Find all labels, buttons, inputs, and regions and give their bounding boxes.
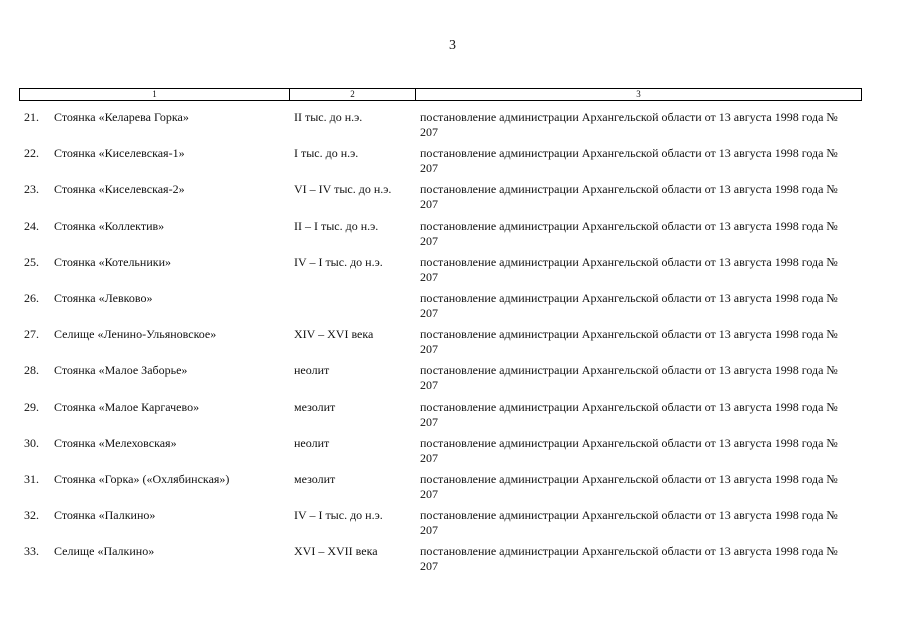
row-number: 26.	[24, 290, 39, 305]
decree-reference: постановление администрации Архангельской области от 13 августа 1998 года № 207	[420, 544, 838, 574]
monument-name: Стоянка «Палкино»	[54, 508, 156, 523]
decree-reference: постановление администрации Архангельской области от 13 августа 1998 года № 207	[420, 363, 838, 393]
row-number: 33.	[24, 544, 39, 559]
decree-reference: постановление администрации Архангельской области от 13 августа 1998 года № 207	[420, 254, 838, 284]
monument-name: Стоянка «Горка» («Охлябинская»)	[54, 471, 230, 486]
monument-name: Стоянка «Коллектив»	[54, 218, 165, 233]
monument-name: Стоянка «Келарева Горка»	[54, 110, 189, 124]
table-row	[0, 219, 905, 255]
monument-name: Стоянка «Малое Каргачево»	[54, 399, 200, 414]
decree-reference: постановление администрации Архангельской области от 13 августа 1998 года № 207	[420, 110, 838, 139]
decree-reference: постановление администрации Архангельской области от 13 августа 1998 года № 207	[420, 327, 838, 357]
decree-reference: постановление администрации Архангельской области от 13 августа 1998 года № 207	[420, 146, 838, 176]
dating: I тыс. до н.э.	[294, 146, 359, 161]
column-header-2: 2	[290, 89, 416, 100]
monument-name: Стоянка «Мелеховская»	[54, 435, 177, 450]
table-row	[0, 436, 905, 472]
column-header-1: 1	[20, 89, 290, 100]
decree-reference: постановление администрации Архангельской области от 13 августа 1998 года № 207	[420, 508, 838, 538]
monument-name: Стоянка «Киселевская-2»	[54, 182, 185, 197]
dating: IV – I тыс. до н.э.	[294, 254, 383, 269]
dating: II – I тыс. до н.э.	[294, 218, 379, 233]
table-row	[0, 472, 905, 508]
dating: XIV – XVI века	[294, 327, 374, 342]
monument-name: Селище «Палкино»	[54, 544, 155, 559]
monument-name: Селище «Ленино-Ульяновское»	[54, 327, 217, 342]
page-number: 3	[449, 38, 456, 53]
table-row	[0, 508, 905, 544]
monument-name: Стоянка «Малое Заборье»	[54, 363, 188, 378]
row-number: 24.	[24, 218, 39, 233]
dating: XVI – XVII века	[294, 544, 378, 559]
row-number: 29.	[24, 399, 39, 414]
table-row	[0, 146, 905, 182]
table-row	[0, 363, 905, 399]
monument-name: Стоянка «Котельники»	[54, 254, 171, 269]
table-row	[0, 544, 905, 580]
decree-reference: постановление администрации Архангельской области от 13 августа 1998 года № 207	[420, 182, 838, 212]
table-row	[0, 327, 905, 363]
table-row	[0, 110, 905, 146]
decree-reference: постановление администрации Архангельской области от 13 августа 1998 года № 207	[420, 399, 838, 429]
monument-name: Стоянка «Левково»	[54, 290, 153, 305]
row-number: 25.	[24, 254, 39, 269]
row-number: 31.	[24, 471, 39, 486]
column-header-3: 3	[636, 89, 641, 99]
dating: мезолит	[294, 471, 336, 486]
row-number: 27.	[24, 327, 39, 342]
decree-reference: постановление администрации Архангельской области от 13 августа 1998 года № 207	[420, 471, 838, 501]
row-number: 32.	[24, 508, 39, 523]
dating: неолит	[294, 435, 330, 450]
row-number: 30.	[24, 435, 39, 450]
row-number: 28.	[24, 363, 39, 378]
table-row	[0, 400, 905, 436]
table-row	[0, 182, 905, 218]
monuments-table-body	[0, 110, 905, 580]
dating: II тыс. до н.э.	[294, 110, 363, 124]
table-row	[0, 291, 905, 327]
dating: мезолит	[294, 399, 336, 414]
row-number: 21.	[24, 110, 39, 124]
monument-name: Стоянка «Киселевская-1»	[54, 146, 185, 161]
column-header-row	[19, 88, 862, 101]
dating: IV – I тыс. до н.э.	[294, 508, 383, 523]
table-row	[0, 255, 905, 291]
decree-reference: постановление администрации Архангельской области от 13 августа 1998 года № 207	[420, 290, 838, 320]
dating: VI – IV тыс. до н.э.	[294, 182, 392, 197]
row-number: 22.	[24, 146, 39, 161]
decree-reference: постановление администрации Архангельской области от 13 августа 1998 года № 207	[420, 435, 838, 465]
row-number: 23.	[24, 182, 39, 197]
dating: неолит	[294, 363, 330, 378]
decree-reference: постановление администрации Архангельской области от 13 августа 1998 года № 207	[420, 218, 838, 248]
